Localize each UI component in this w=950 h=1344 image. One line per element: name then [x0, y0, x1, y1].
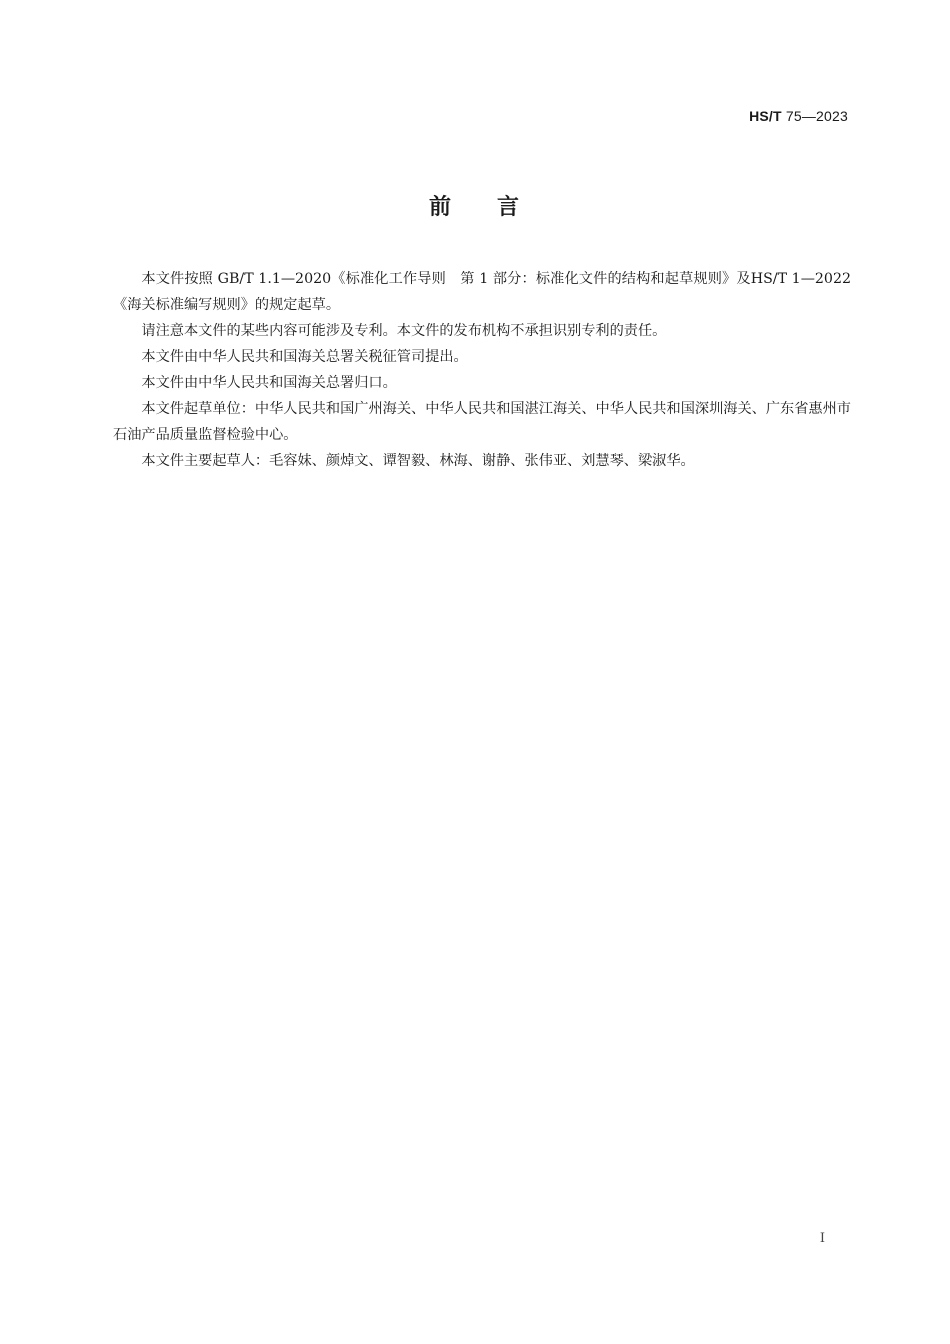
paragraph-patent-notice: 请注意本文件的某些内容可能涉及专利。本文件的发布机构不承担识别专利的责任。: [141, 323, 667, 339]
paragraph-drafting-rules: 本文件按照 GB/T 1.1—2020《标准化工作导则 第 1 部分：标准化文件的结构和起草规则》及HS/T 1—2022《海关标准编写规则》的规定起草。: [113, 271, 851, 313]
page-number: I: [819, 1231, 825, 1246]
foreword-body: [113, 266, 851, 474]
paragraph-drafting-units: 本文件起草单位：中华人民共和国广州海关、中华人民共和国湛江海关、中华人民共和国深圳海关、广东省惠州市石油产品质量监督检验中心。: [113, 401, 851, 443]
standard-prefix: HS/T: [749, 108, 782, 124]
title-char-2: 言: [497, 195, 522, 220]
page-title: [0, 190, 950, 221]
standard-code: [749, 108, 848, 124]
title-char-1: 前: [428, 195, 453, 220]
paragraph-drafters: 本文件主要起草人：毛容妹、颜焯文、谭智毅、林海、谢静、张伟亚、刘慧琴、梁淑华。: [141, 453, 695, 469]
standard-number: 75—2023: [785, 108, 848, 124]
paragraph-proposer: 本文件由中华人民共和国海关总署关税征管司提出。: [141, 349, 468, 365]
paragraph-centralized-by: 本文件由中华人民共和国海关总署归口。: [141, 375, 397, 391]
